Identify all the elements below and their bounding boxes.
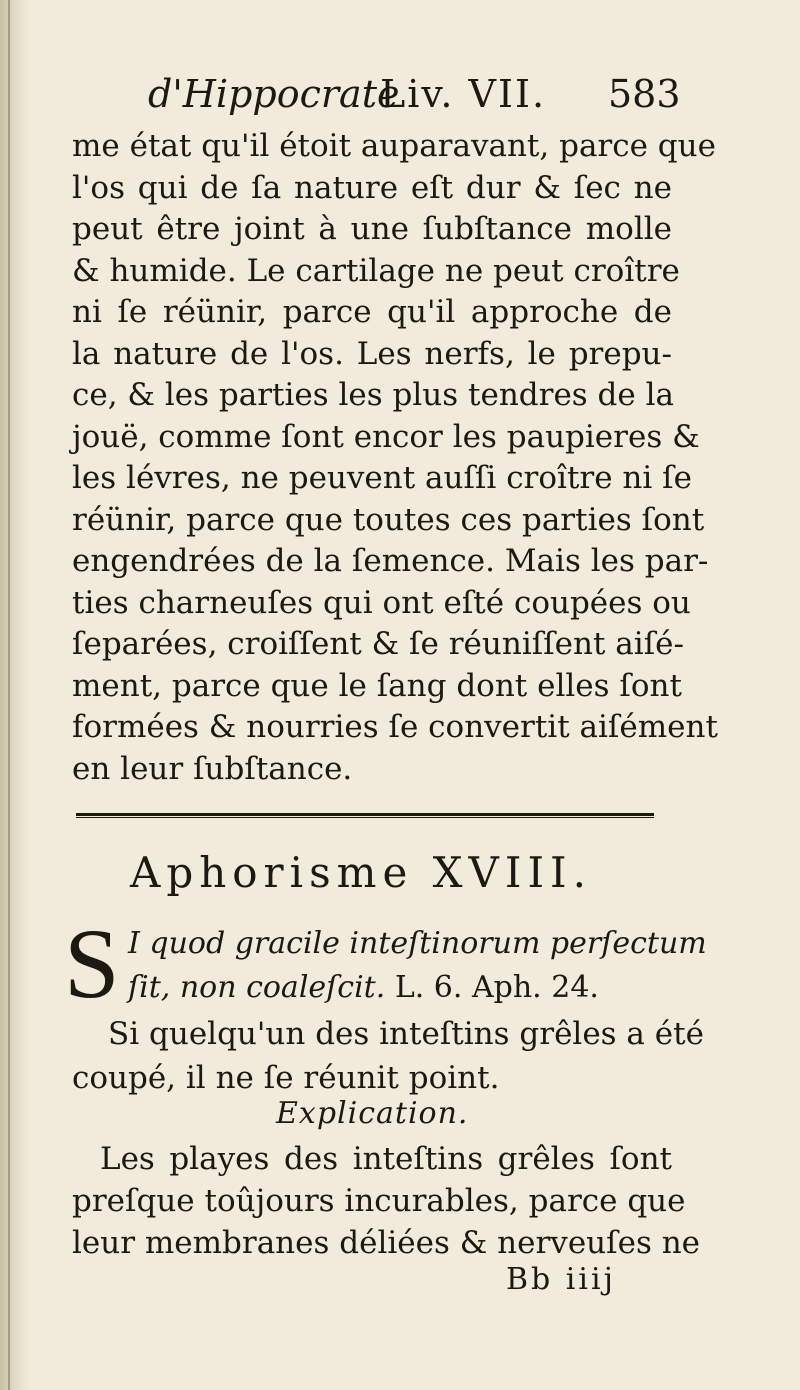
text-line: la nature de l'os. Les nerfs, le prepu- [72,335,672,372]
text-line: jouë, comme ſont encor les paupieres & [72,418,700,455]
french-line: coupé, il ne ſe réunit point. [72,1060,500,1096]
text-line: l'os qui de ſa nature eſt dur & ſec ne [72,169,672,206]
signature-mark: Bb iiij [506,1262,616,1297]
text-line: les lévres, ne peuvent auſſi croître ni ſe [72,460,692,496]
text-line: ni ſe réünir, parce qu'il approche de [72,294,672,330]
page-binding-edge [0,0,30,1390]
latin-line [128,966,668,1010]
text-line: réünir, parce que toutes ces parties ſont [72,501,705,538]
text-line: formées & nourries ſe convertit aiſément [72,709,718,745]
running-title: d'Hippocrate [148,72,400,116]
section-divider-rule [76,813,654,818]
french-translation [72,1012,704,1100]
latin-aphorism [128,922,707,1010]
book-reference: Liv. VII. [380,72,547,116]
running-header [148,72,708,124]
aphorism-reference: L. 6. Aph. 24. [394,970,599,1005]
text-line: me état qu'il étoit auparavant, parce que [72,128,716,164]
text-line: leur membranes déliées & nerveuſes ne [72,1225,701,1261]
text-line: engendrées de la ſemence. Mais les par- [72,543,709,579]
page-number: 583 [608,72,681,116]
explication-title: Explication. [276,1096,469,1131]
text-line: en leur ſubſtance. [72,750,353,787]
latin-italic-fragment: ſit, non coaleſcit. [128,970,386,1005]
text-line: peut être joint à une ſubſtance molle [72,211,672,247]
body-paragraph [72,126,718,790]
text-line: Les playes des inteſtins grêles ſont [100,1141,672,1177]
aphorism-heading: Aphorisme XVIII. [130,848,593,897]
text-line: ſeparées, croiſſent & ſe réuniſſent aiſé- [72,626,684,662]
text-line: & humide. Le cartilage ne peut croître [72,252,680,289]
text-line: ce, & les parties les plus tendres de la [72,377,675,413]
text-line: ment, parce que le ſang dont elles ſont [72,667,682,704]
text-line: ties charneuſes qui ont eſté coupées ou [72,584,691,621]
explication-paragraph [72,1138,701,1264]
latin-line: I quod gracile inteſtinorum perſectum [128,926,707,961]
french-line: Si quelqu'un des inteſtins grêles a été [108,1016,704,1052]
drop-cap: S [64,908,120,1019]
page-edge-line [8,0,10,1390]
text-line: preſque toûjours incurables, parce que [72,1183,686,1219]
